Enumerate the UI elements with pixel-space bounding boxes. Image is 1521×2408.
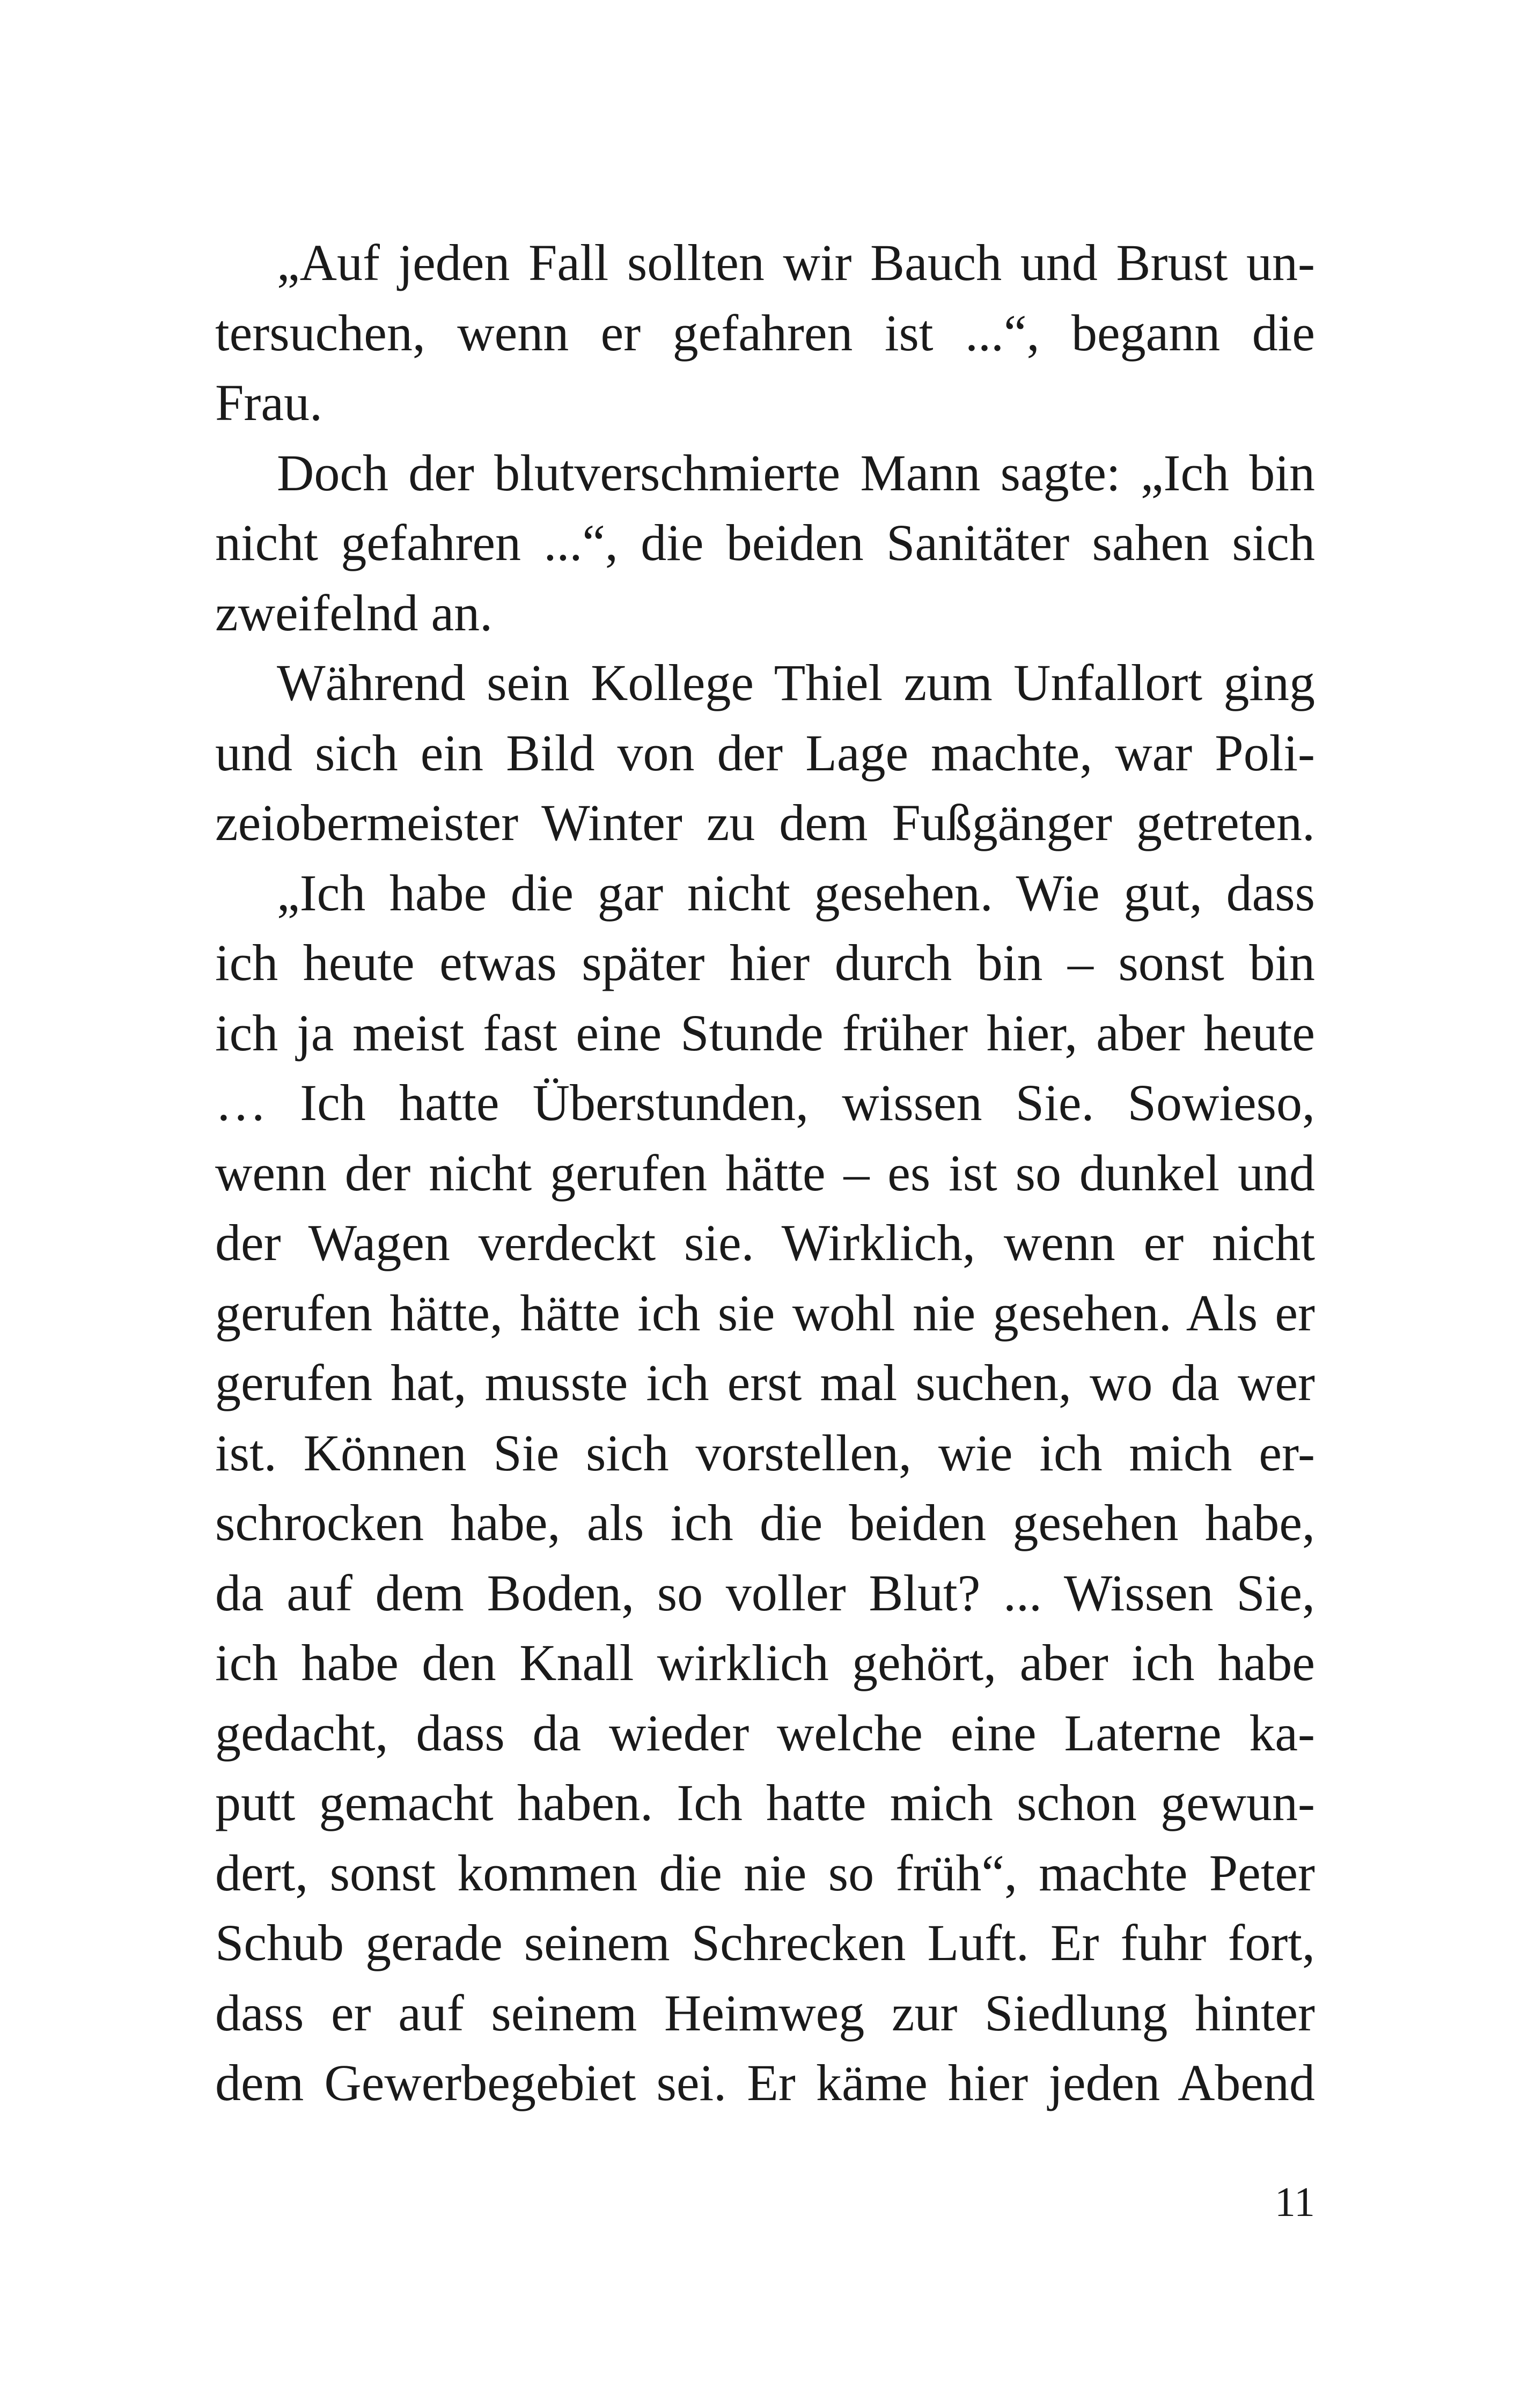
text-line: Während sein Kollege Thiel zum Unfallort ging	[277, 654, 1315, 711]
text-line: tersuchen, wenn er gefahren ist ...“, begann die	[215, 304, 1315, 362]
text-line: ich habe den Knall wirklich gehört, aber ich habe	[215, 1634, 1315, 1691]
text-line: wenn der nicht gerufen hätte – es ist so dunkel und	[215, 1144, 1315, 1202]
text-line: gedacht, dass da wieder welche eine Laterne ka-	[215, 1704, 1315, 1762]
text-line: Schub gerade seinem Schrecken Luft. Er fuhr fort,	[215, 1914, 1315, 1971]
text-line: dert, sonst kommen die nie so früh“, machte Peter	[215, 1844, 1315, 1902]
body-text	[215, 228, 1315, 2118]
text-line: schrocken habe, als ich die beiden gesehen habe,	[215, 1494, 1315, 1551]
text-line: Frau.	[215, 374, 322, 431]
text-line: … Ich hatte Überstunden, wissen Sie. Sowieso,	[215, 1074, 1315, 1131]
text-line: ich ja meist fast eine Stunde früher hier, aber heute	[215, 1004, 1315, 1062]
text-line: dem Gewerbegebiet sei. Er käme hier jeden Abend	[215, 2054, 1315, 2111]
page-number: 11	[1274, 2178, 1315, 2225]
text-line: gerufen hat, musste ich erst mal suchen, wo da wer	[215, 1354, 1315, 1411]
text-line: „Ich habe die gar nicht gesehen. Wie gut, dass	[277, 864, 1315, 922]
text-line: ist. Können Sie sich vorstellen, wie ich mich er-	[215, 1424, 1315, 1482]
text-line: da auf dem Boden, so voller Blut? ... Wissen Sie,	[215, 1564, 1315, 1622]
text-line: putt gemacht haben. Ich hatte mich schon gewun-	[215, 1774, 1315, 1831]
text-line: Doch der blutverschmierte Mann sagte: „Ich bin	[277, 444, 1315, 502]
text-line: ich heute etwas später hier durch bin – sonst bin	[215, 934, 1315, 991]
text-line: zeiobermeister Winter zu dem Fußgänger getreten.	[215, 794, 1315, 851]
text-line: zweifelnd an.	[215, 584, 493, 642]
text-line: gerufen hätte, hätte ich sie wohl nie gesehen. Als er	[215, 1284, 1315, 1342]
text-line: nicht gefahren ...“, die beiden Sanitäter sahen sich	[215, 514, 1315, 571]
text-line: „Auf jeden Fall sollten wir Bauch und Brust un-	[277, 234, 1315, 291]
text-line: und sich ein Bild von der Lage machte, war Poli-	[215, 724, 1315, 782]
text-line: der Wagen verdeckt sie. Wirklich, wenn er nicht	[215, 1214, 1315, 1271]
text-line: dass er auf seinem Heimweg zur Siedlung hinter	[215, 1984, 1315, 2042]
